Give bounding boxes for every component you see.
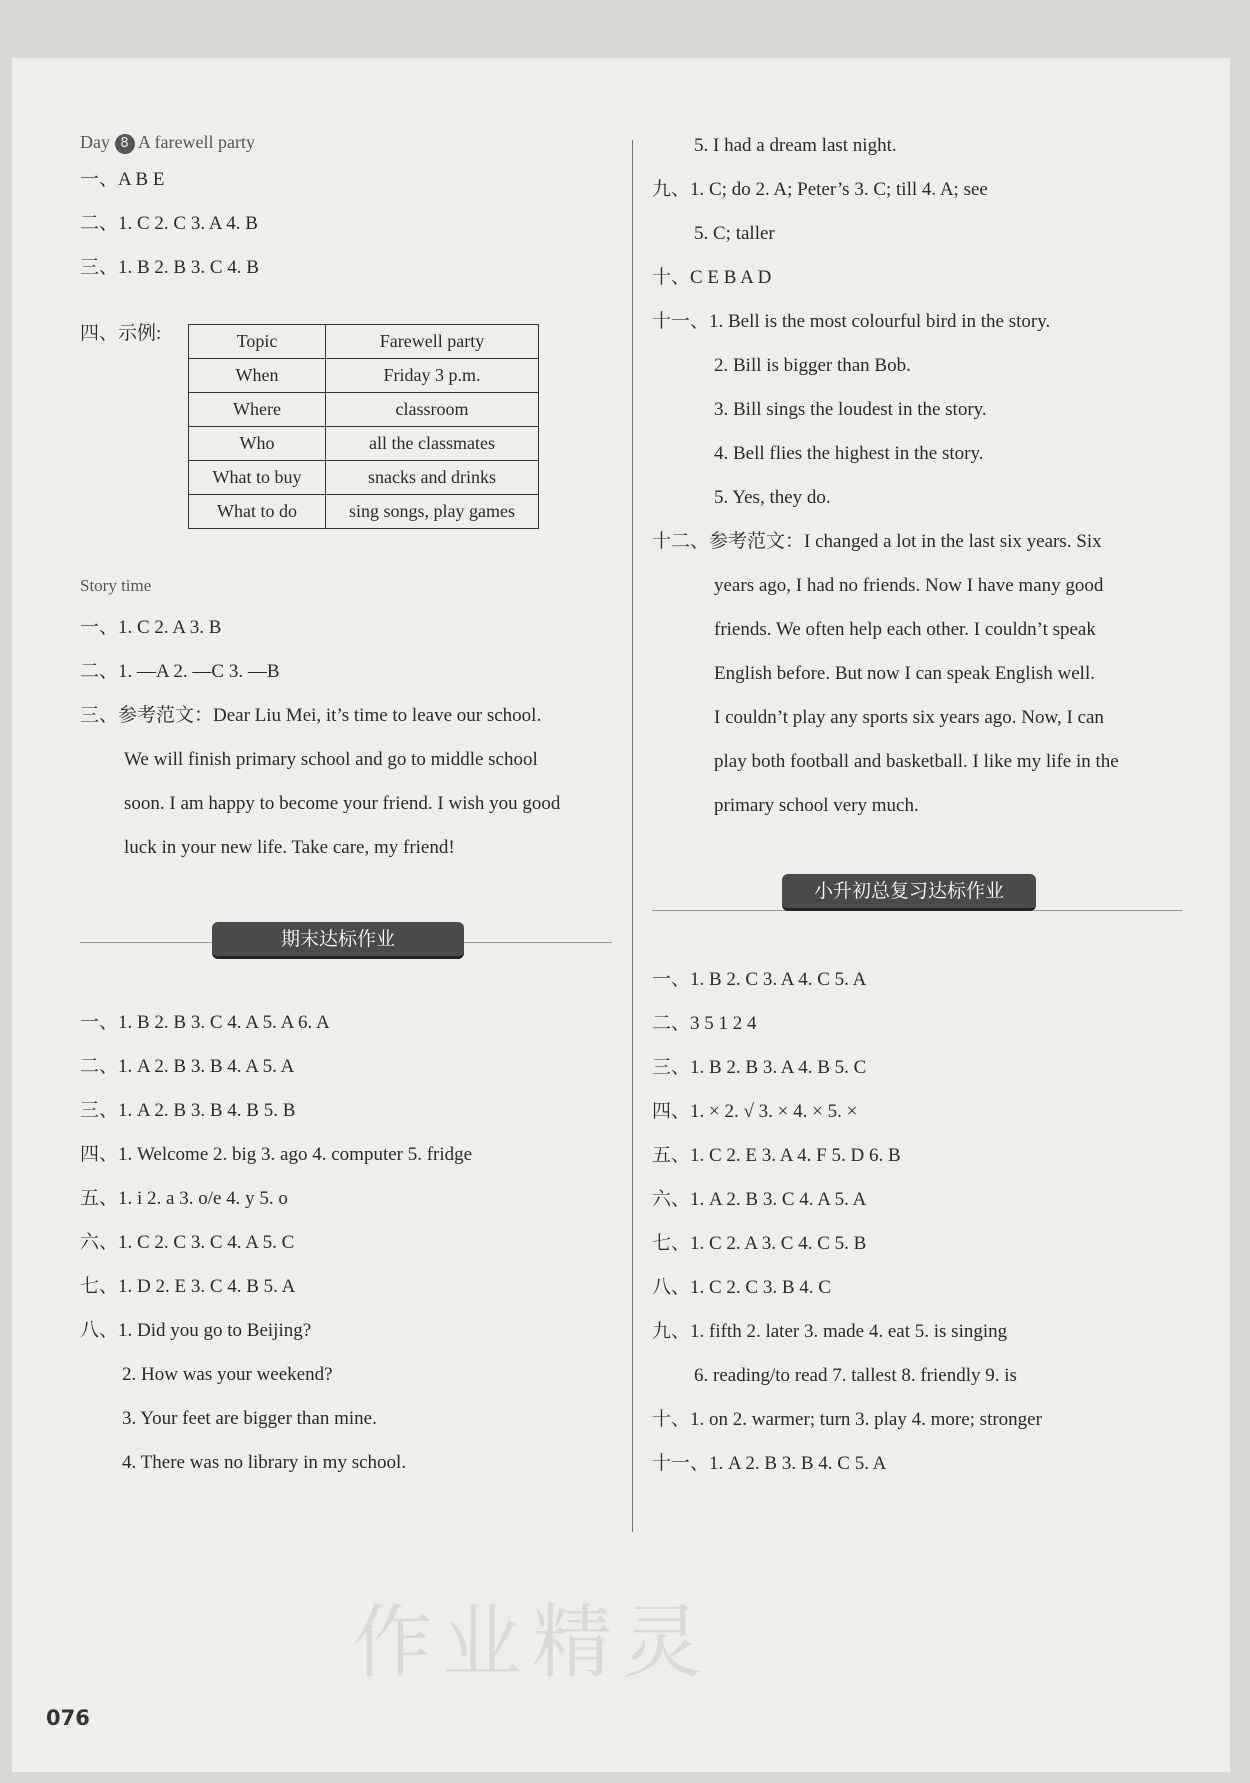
section-heading: Story time xyxy=(80,576,152,595)
answer-line: 5. Yes, they do. xyxy=(714,487,831,508)
answer-line: 4. Bell flies the highest in the story. xyxy=(714,443,984,464)
answer-line: 2. Bill is bigger than Bob. xyxy=(714,355,911,376)
answer-line: 一、1. C 2. A 3. B xyxy=(80,617,222,638)
answer-line: 六、1. C 2. C 3. C 4. A 5. C xyxy=(80,1232,295,1253)
column-divider xyxy=(632,140,633,1532)
answer-line: 三、参考范文：Dear Liu Mei, it’s time to leave our school. xyxy=(80,705,542,726)
answer-line: 七、1. D 2. E 3. C 4. B 5. A xyxy=(80,1276,296,1297)
table-row: Where classroom xyxy=(189,393,539,427)
answer-line: 十、1. on 2. warmer; turn 3. play 4. more; stronger xyxy=(652,1409,1042,1430)
answer-line: English before. But now I can speak English well. xyxy=(714,663,1095,684)
section-banner: 期末达标作业 xyxy=(212,922,464,959)
answer-line: luck in your new life. Take care, my friend! xyxy=(124,837,455,858)
answer-line: 七、1. C 2. A 3. C 4. C 5. B xyxy=(652,1233,867,1254)
table-row: When Friday 3 p.m. xyxy=(189,359,539,393)
answer-line: 三、1. B 2. B 3. C 4. B xyxy=(80,257,259,278)
answer-line: soon. I am happy to become your friend. I wish you good xyxy=(124,793,561,814)
answer-line: I couldn’t play any sports six years ago. Now, I can xyxy=(714,707,1104,728)
table-row: Topic Farewell party xyxy=(189,325,539,359)
answer-line: 6. reading/to read 7. tallest 8. friendly 9. is xyxy=(694,1365,1017,1386)
answer-line: 十一、1. Bell is the most colourful bird in the story. xyxy=(652,311,1051,332)
answer-line: 三、1. A 2. B 3. B 4. B 5. B xyxy=(80,1100,296,1121)
table-row: What to do sing songs, play games xyxy=(189,495,539,529)
answer-line: 一、A B E xyxy=(80,169,165,190)
answer-line: 五、1. i 2. a 3. o/e 4. y 5. o xyxy=(80,1188,288,1209)
answer-line: years ago, I had no friends. Now I have many good xyxy=(714,575,1104,596)
answer-line: 四、1. Welcome 2. big 3. ago 4. computer 5. fridge xyxy=(80,1144,473,1165)
answer-line: 2. How was your weekend? xyxy=(122,1364,333,1385)
answer-line: 三、1. B 2. B 3. A 4. B 5. C xyxy=(652,1057,867,1078)
section-banner: 小升初总复习达标作业 xyxy=(782,874,1036,911)
answer-line: 3. Bill sings the loudest in the story. xyxy=(714,399,987,420)
farewell-party-table xyxy=(188,324,539,529)
answer-line: 四、1. × 2. √ 3. × 4. × 5. × xyxy=(652,1101,858,1122)
answer-line: 十二、参考范文：I changed a lot in the last six years. Six xyxy=(652,531,1102,552)
answer-line: 八、1. C 2. C 3. B 4. C xyxy=(652,1277,831,1298)
answer-line: 5. C; taller xyxy=(694,223,775,244)
day-number-badge: 8 xyxy=(115,134,135,154)
table-label: 四、示例: xyxy=(80,323,162,344)
answer-line: 二、3 5 1 2 4 xyxy=(652,1013,757,1034)
answer-line: 十一、1. A 2. B 3. B 4. C 5. A xyxy=(652,1453,887,1474)
answer-line: 4. There was no library in my school. xyxy=(122,1452,407,1473)
answer-line: 一、1. B 2. C 3. A 4. C 5. A xyxy=(652,969,867,990)
answer-line: 八、1. Did you go to Beijing? xyxy=(80,1320,312,1341)
table-row: Who all the classmates xyxy=(189,427,539,461)
answer-line: 九、1. C; do 2. A; Peter’s 3. C; till 4. A; see xyxy=(652,179,988,200)
answer-line: play both football and basketball. I like my life in the xyxy=(714,751,1119,772)
page-number: 076 xyxy=(46,1706,90,1730)
day-title: Day 8 A farewell party xyxy=(80,132,255,152)
answer-line: 二、1. C 2. C 3. A 4. B xyxy=(80,213,258,234)
answer-line: 5. I had a dream last night. xyxy=(694,135,897,156)
answer-line: We will finish primary school and go to middle school xyxy=(124,749,538,770)
answer-line: friends. We often help each other. I couldn’t speak xyxy=(714,619,1096,640)
answer-line: 六、1. A 2. B 3. C 4. A 5. A xyxy=(652,1189,867,1210)
answer-line: 九、1. fifth 2. later 3. made 4. eat 5. is singing xyxy=(652,1321,1008,1342)
answer-line: primary school very much. xyxy=(714,795,919,816)
answer-line: 五、1. C 2. E 3. A 4. F 5. D 6. B xyxy=(652,1145,901,1166)
answer-line: 3. Your feet are bigger than mine. xyxy=(122,1408,377,1429)
answer-line: 二、1. A 2. B 3. B 4. A 5. A xyxy=(80,1056,295,1077)
watermark: 作业精灵 xyxy=(352,1596,712,1689)
answer-line: 二、1. —A 2. —C 3. —B xyxy=(80,661,280,682)
answer-page xyxy=(12,58,1230,1772)
answer-line: 十、C E B A D xyxy=(652,267,772,288)
answer-line: 一、1. B 2. B 3. C 4. A 5. A 6. A xyxy=(80,1012,330,1033)
table-row: What to buy snacks and drinks xyxy=(189,461,539,495)
